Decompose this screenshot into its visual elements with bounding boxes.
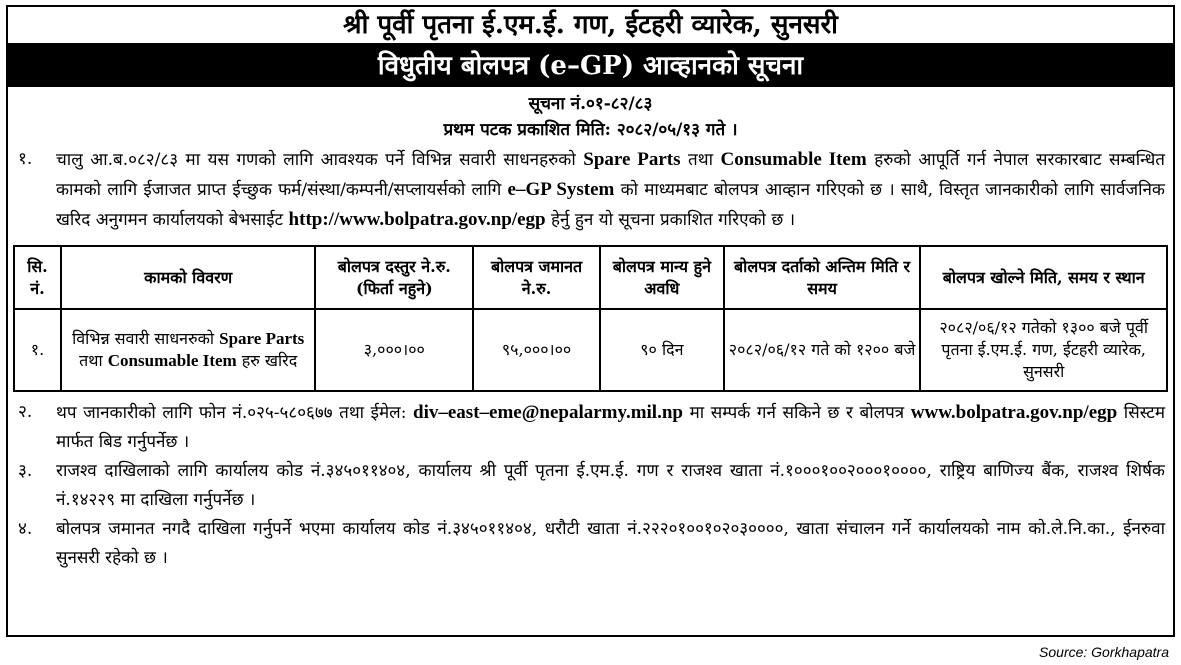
paragraph-text: बोलपत्र जमानत नगदै दाखिला गर्नुपर्ने भएमा कार्यालय कोड नं.३४५०११४०४, धरौटी खाता नं.२२२०१००१०२०३००००, खाता संचालन गर्ने कार्यालयको नाम को.ले.नि.का., ईनरुवा सुनसरी रहेको छ । — [56, 519, 1165, 568]
publish-date: प्रथम पटक प्रकाशित मिति: २०८२/०५/१३ गते । — [443, 120, 738, 140]
cell-validity: ९० दिन — [600, 309, 724, 391]
paragraph-text: को माध्यमबाट बोलपत्र आव्हान गरिएको छ । साथै, विस्तृत जानकारीको लागि सार्वजनिक खरिद अनुगमन कार्यालयको बेभसाईट — [56, 180, 1165, 230]
header-fee: बोलपत्र दस्तुर ने.रु.(फिर्ता नहुने) — [315, 246, 473, 309]
header-sn: सि. नं. — [14, 246, 61, 309]
cell-text: हरु खरिद — [241, 351, 298, 370]
cell-sn: १. — [14, 309, 61, 391]
header-validity: बोलपत्र मान्य हुने अवधि — [600, 246, 724, 309]
paragraph-4 — [8, 515, 1173, 573]
website-url: www.bolpatra.gov.np/egp — [910, 402, 1118, 423]
paragraph-number: ४. — [18, 519, 33, 539]
paragraph-text: तथा — [688, 150, 713, 170]
paragraph-text: चालु आ.ब.०८२/८३ मा यस गणको लागि आवश्यक पर्ने विभिन्न सवारी साधनहरुको — [56, 150, 576, 170]
bold-term: Consumable Item — [107, 351, 237, 370]
bold-term: e–GP System — [507, 179, 615, 200]
paragraph-text: सिस्टम मार्फत बिड गर्नुपर्नेछ । — [56, 403, 1166, 452]
paragraph-text: थप जानकारीको लागि फोन नं.०२५-५८०६७७ तथा ईमेल: — [56, 403, 407, 423]
header-deadline: बोलपत्र दर्ताको अन्तिम मिति र समय — [724, 246, 921, 309]
header-security: बोलपत्र जमानत ने.रु. — [473, 246, 600, 309]
paragraph-1 — [8, 145, 1173, 235]
paragraph-text: हरुको आपूर्ति गर्न नेपाल सरकारबाट सम्बन्धित कामको लागि ईजाजत प्राप्त ईच्छुक फर्म/संस्था/कम्पनी/सप्लायर्सको लागि — [56, 150, 1165, 200]
cell-text: तथा — [79, 351, 103, 370]
bold-term: Consumable Item — [720, 149, 867, 170]
cell-deadline: २०८२/०६/१२ गते को १२०० बजे — [724, 309, 921, 391]
tender-notice — [6, 5, 1175, 637]
bold-term: Spare Parts — [583, 149, 681, 170]
email-address: div–east–eme@nepalarmy.mil.np — [413, 402, 683, 423]
table-header-row — [14, 246, 1167, 309]
paragraph-number: १. — [18, 149, 33, 169]
notice-title-banner: विधुतीय बोलपत्र (e–GP) आव्हानको सूचना — [8, 45, 1173, 87]
paragraph-text: हेर्नु हुन यो सूचना प्रकाशित गरिएको छ । — [551, 210, 796, 230]
cell-security: ९५,०००।०० — [473, 309, 600, 391]
cell-opening: २०८२/०६/१२ गतेको १३०० बजे पूर्वी पृतना ई.एम.ई. गण, ईटहरी व्यारेक, सुनसरी — [920, 309, 1167, 391]
bold-term: Spare Parts — [219, 329, 305, 348]
cell-description — [61, 309, 316, 391]
paragraph-number: २. — [18, 402, 33, 422]
office-title: श्री पूर्वी पृतना ई.एम.ई. गण, ईटहरी व्यारेक, सुनसरी — [8, 7, 1173, 45]
paragraph-3 — [8, 457, 1173, 515]
paragraph-number: ३. — [18, 461, 33, 481]
header-opening: बोलपत्र खोल्ने मिति, समय र स्थान — [920, 246, 1167, 309]
paragraph-text: मा सम्पर्क गर्न सकिने छ र बोलपत्र — [689, 403, 905, 423]
bid-table — [13, 245, 1168, 392]
cell-text: विभिन्न सवारी साधनरुको — [72, 329, 215, 348]
table-row — [14, 309, 1167, 391]
website-url: http://www.bolpatra.gov.np/egp — [288, 209, 546, 230]
paragraph-text: राजश्व दाखिलाको लागि कार्यालय कोड नं.३४५०११४०४, कार्यालय श्री पूर्वी पृतना ई.एम.ई. गण र राजश्व खाता नं.१०००१००२०००१००००, राष्ट्रिय बाणिज्य बैंक, राजश्व शिर्षक नं.१४२२९ मा दाखिला गर्नुपर्नेछ । — [56, 461, 1165, 510]
source-credit: Source: Gorkhapatra — [1039, 644, 1169, 660]
cell-fee: ३,०००।०० — [315, 309, 473, 391]
paragraph-2 — [8, 398, 1173, 457]
notice-number: सूचना नं.०१-८२/८३ — [528, 94, 653, 114]
header-description: कामको विवरण — [61, 246, 316, 309]
